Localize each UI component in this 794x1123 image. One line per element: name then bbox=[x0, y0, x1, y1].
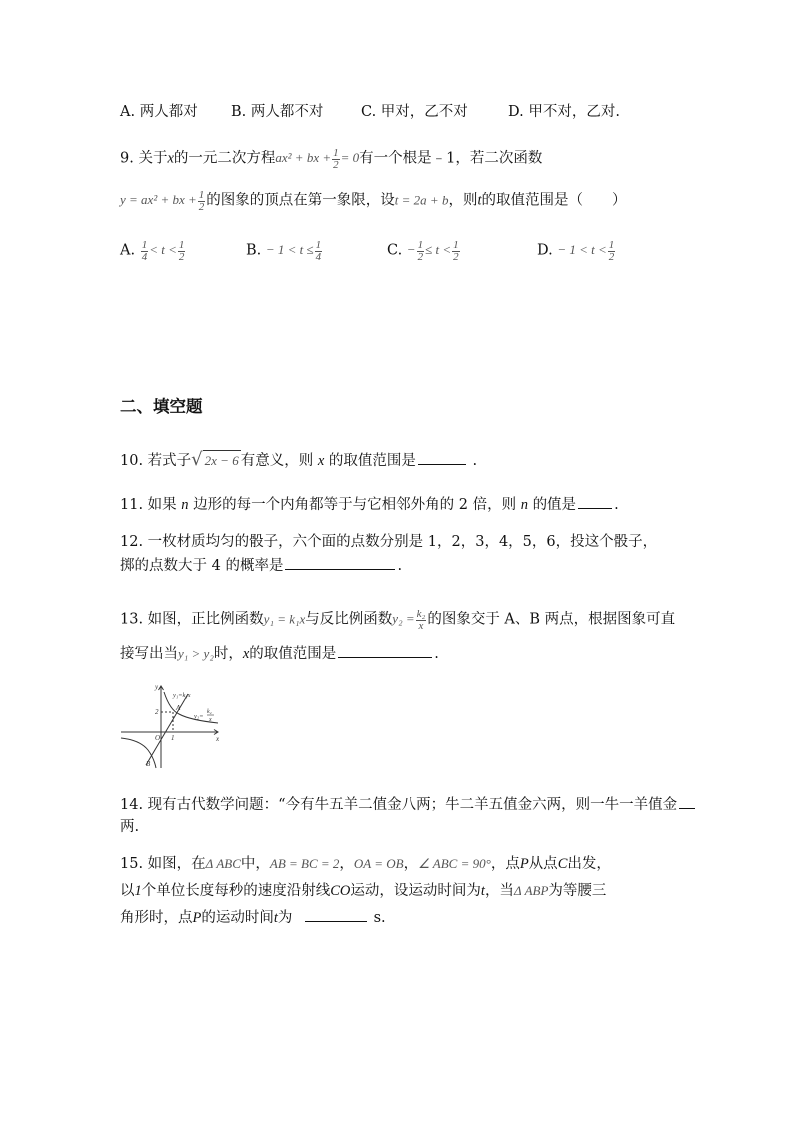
q8-option-b: B. 两人都不对 bbox=[231, 104, 324, 120]
q9-eq-frac-num: 1 bbox=[333, 147, 339, 159]
q15-l1-a: 15. 如图，在 bbox=[120, 856, 206, 872]
q9-text6: 的取值范围是（ ） bbox=[481, 192, 627, 209]
q12-end: . bbox=[397, 558, 403, 574]
q14-answer-blank[interactable] bbox=[679, 794, 695, 809]
q13-y1: y₁ = k₁x bbox=[263, 611, 306, 627]
q9-option-d-frac bbox=[608, 240, 616, 263]
q9-option-c-label: C. bbox=[387, 242, 403, 259]
line-y1 bbox=[146, 694, 188, 765]
q10-answer-blank[interactable] bbox=[418, 450, 466, 465]
q13-var: x bbox=[242, 646, 250, 662]
q9-b-r-den: 4 bbox=[315, 251, 322, 263]
q15-point-c: C bbox=[557, 856, 568, 872]
q13-line1 bbox=[120, 609, 675, 632]
q9-option-d bbox=[537, 240, 616, 263]
q9-line1 bbox=[120, 148, 542, 171]
q15-l1-b: 中， bbox=[240, 856, 270, 872]
q15-one: 1 bbox=[134, 883, 142, 899]
q15-line3 bbox=[120, 907, 386, 928]
q15-l2-b: 个单位长度每秒的速度沿射线 bbox=[141, 883, 331, 899]
q15-answer-blank[interactable] bbox=[305, 907, 367, 922]
q9-a-mid: < t < bbox=[149, 242, 177, 258]
q10-line bbox=[120, 450, 477, 471]
hyperbola-branch-lower bbox=[121, 738, 156, 768]
q9-option-c-left-frac bbox=[417, 240, 425, 263]
q12-answer-blank[interactable] bbox=[285, 555, 395, 570]
q9-b-left: − 1 < t ≤ bbox=[265, 242, 314, 258]
q9-eq-fraction bbox=[332, 148, 340, 171]
q10-mid: 有意义，则 bbox=[240, 453, 314, 469]
q14-line1 bbox=[120, 794, 697, 815]
q9-c-r-den: 2 bbox=[453, 251, 459, 263]
q15-line1 bbox=[120, 854, 611, 874]
q13-line2-c: 的取值范围是 bbox=[249, 646, 337, 662]
q13-frac-num: k₂ bbox=[416, 608, 426, 620]
q9-text5: ，则 bbox=[448, 192, 478, 209]
q9-d-r-den: 2 bbox=[608, 251, 615, 263]
q11-answer-blank[interactable] bbox=[578, 494, 612, 509]
q15-triangle-abc: Δ ABC bbox=[205, 856, 241, 871]
q10-var: x bbox=[317, 453, 325, 469]
q13-line2-a: 接写出当 bbox=[120, 646, 178, 662]
q9-eq-frac-den: 2 bbox=[333, 159, 339, 171]
q13-function-graph bbox=[118, 680, 224, 770]
q15-l2-e: 为等腰三 bbox=[548, 883, 607, 899]
q9-a-r-num: 1 bbox=[178, 239, 185, 251]
q11-suffix: 的值是 bbox=[532, 497, 577, 513]
q15-eq1: AB = BC = 2 bbox=[269, 856, 340, 871]
q11-end: . bbox=[614, 497, 619, 513]
graph-label-line: y₁=k₁x bbox=[173, 692, 191, 699]
q15-l1-f: 从点 bbox=[528, 856, 558, 872]
q9-option-a-right-frac bbox=[178, 240, 186, 263]
q9-text1: 关于 bbox=[138, 150, 168, 167]
q15-ray-co: CO bbox=[330, 883, 351, 899]
q15-line2 bbox=[120, 881, 606, 901]
q9-eq-part: ax² + bx + bbox=[275, 150, 332, 166]
q12-line2-text: 掷的点数大于 4 的概率是 bbox=[120, 558, 284, 574]
q14-line1-text: 14. 现有古代数学问题：“今有牛五羊二值金八两；牛二羊五值金六两，则一牛一羊值金 bbox=[120, 797, 678, 813]
graph-label-b: B bbox=[146, 760, 151, 768]
graph-label-curve: y₂= bbox=[194, 713, 204, 720]
q11-var-n2: n bbox=[520, 497, 528, 513]
q9-option-c-right-frac bbox=[452, 240, 460, 263]
q15-l1-g: 出发， bbox=[567, 856, 611, 872]
graph-label-o: O bbox=[155, 734, 161, 742]
q15-l3-c: 为 bbox=[277, 910, 293, 926]
q13-frac-den: x bbox=[418, 620, 424, 632]
q8-option-a: A. 两人都对 bbox=[120, 104, 198, 120]
q8-option-c: C. 甲对，乙不对 bbox=[361, 104, 468, 120]
q9-option-a-left-frac bbox=[141, 240, 149, 263]
q12-line2 bbox=[120, 555, 402, 576]
q9-option-b-frac bbox=[315, 240, 323, 263]
q9-func-frac-num: 1 bbox=[198, 189, 205, 201]
q13-suffix: 的图象交于 A、B 两点，根据图象可直 bbox=[427, 611, 676, 628]
q15-l3-b: 的运动时间 bbox=[201, 910, 274, 926]
q13-prefix: 13. 如图，正比例函数 bbox=[120, 611, 264, 628]
q9-c-l-den: 2 bbox=[417, 251, 424, 263]
q15-angle: ∠ ABC = 90° bbox=[418, 856, 491, 871]
q9-func-part: y = ax² + bx + bbox=[120, 192, 197, 208]
q15-var-t: t bbox=[480, 883, 485, 899]
q15-var-t2: t bbox=[273, 910, 278, 926]
q9-func-frac-den: 2 bbox=[198, 201, 205, 213]
q8-option-d: D. 甲不对，乙对. bbox=[508, 104, 620, 120]
q15-l2-d: ，当 bbox=[484, 883, 514, 899]
q9-option-a-label: A. bbox=[120, 242, 136, 259]
q15-point-p: P bbox=[519, 856, 529, 872]
q9-eq-end: = 0 bbox=[340, 150, 360, 166]
graph-label-a: A bbox=[176, 704, 181, 712]
q13-line2-b: 时， bbox=[213, 646, 243, 662]
q15-l2-a: 以 bbox=[120, 883, 135, 899]
q9-text2: 的一元二次方程 bbox=[173, 150, 276, 167]
q9-number: 9. bbox=[120, 150, 134, 167]
q9-t-definition: t = 2a + b bbox=[394, 192, 449, 208]
q13-y2-fraction bbox=[416, 609, 427, 632]
q15-triangle-abp: Δ ABP bbox=[513, 883, 549, 898]
q15-l3-a: 角形时，点 bbox=[120, 910, 193, 926]
q9-a-l-den: 4 bbox=[141, 251, 148, 263]
q13-condition: y₁ > y₂ bbox=[178, 646, 214, 661]
q9-option-b-label: B. bbox=[246, 242, 262, 259]
graph-label-curve-num: k₂ bbox=[207, 709, 212, 715]
q15-l1-e: ，点 bbox=[490, 856, 520, 872]
q12-line1: 12. 一枚材质均匀的骰子，六个面的点数分别是 1，2，3，4，5，6，投这个骰子， bbox=[120, 534, 658, 550]
q9-option-a bbox=[120, 240, 186, 263]
q9-var-x: x bbox=[167, 150, 174, 167]
graph-label-curve-den: x bbox=[209, 717, 212, 723]
q11-var-n: n bbox=[181, 497, 189, 513]
q9-option-d-label: D. bbox=[537, 242, 553, 259]
graph-label-2: 2 bbox=[155, 708, 159, 716]
q9-option-c bbox=[387, 240, 461, 263]
q15-l1-d: ， bbox=[403, 856, 419, 872]
q11-line bbox=[120, 494, 619, 515]
q9-equation bbox=[275, 147, 360, 171]
q9-d-r-num: 1 bbox=[608, 239, 615, 251]
q9-c-mid: ≤ t < bbox=[425, 242, 452, 258]
graph-label-x: x bbox=[216, 735, 220, 743]
q9-text3: 有一个根是﹣1，若二次函数 bbox=[359, 150, 543, 167]
q9-option-b bbox=[246, 240, 323, 263]
q13-y2-lhs: y₂ = bbox=[392, 611, 415, 627]
q9-b-r-num: 1 bbox=[315, 239, 322, 251]
q10-prefix: 10. 若式子 bbox=[120, 453, 192, 469]
q13-y2 bbox=[392, 608, 427, 632]
q9-c-neg: − bbox=[406, 242, 416, 258]
q9-var-t: t bbox=[477, 192, 482, 209]
q13-mid: 与反比例函数 bbox=[305, 611, 393, 628]
q9-text4: 的图象的顶点在第一象限，设 bbox=[206, 192, 395, 209]
q9-c-r-num: 1 bbox=[453, 239, 459, 251]
q15-point-p2: P bbox=[192, 910, 202, 926]
q9-line2 bbox=[120, 190, 626, 213]
q9-func-fraction bbox=[198, 190, 206, 213]
q15-l2-c: 运动，设运动时间为 bbox=[350, 883, 481, 899]
q15-unit: s. bbox=[373, 910, 386, 926]
section-heading: 二、填空题 bbox=[120, 397, 203, 416]
q10-radicand: 2x − 6 bbox=[203, 450, 241, 471]
q15-eq2: OA = OB bbox=[353, 856, 404, 871]
q13-line2 bbox=[120, 643, 439, 664]
sqrt-radical-icon: √ bbox=[191, 449, 203, 470]
q15-l1-c: ， bbox=[339, 856, 354, 872]
q14-line2: 两. bbox=[120, 819, 140, 835]
graph-label-y: y bbox=[155, 683, 159, 691]
q9-d-left: − 1 < t < bbox=[557, 242, 607, 258]
q9-function bbox=[120, 189, 206, 213]
q13-end: . bbox=[434, 646, 439, 662]
q10-suffix: 的取值范围是 bbox=[328, 453, 416, 469]
q11-mid: 边形的每一个内角都等于与它相邻外角的 2 倍，则 bbox=[193, 497, 517, 513]
q9-a-l-num: 1 bbox=[141, 239, 148, 251]
q13-answer-blank[interactable] bbox=[338, 643, 432, 658]
q9-c-l-num: 1 bbox=[417, 239, 424, 251]
q9-a-r-den: 2 bbox=[178, 251, 185, 263]
graph-label-1: 1 bbox=[171, 734, 175, 742]
q11-prefix: 11. 如果 bbox=[120, 497, 177, 513]
q10-end: . bbox=[472, 453, 478, 469]
